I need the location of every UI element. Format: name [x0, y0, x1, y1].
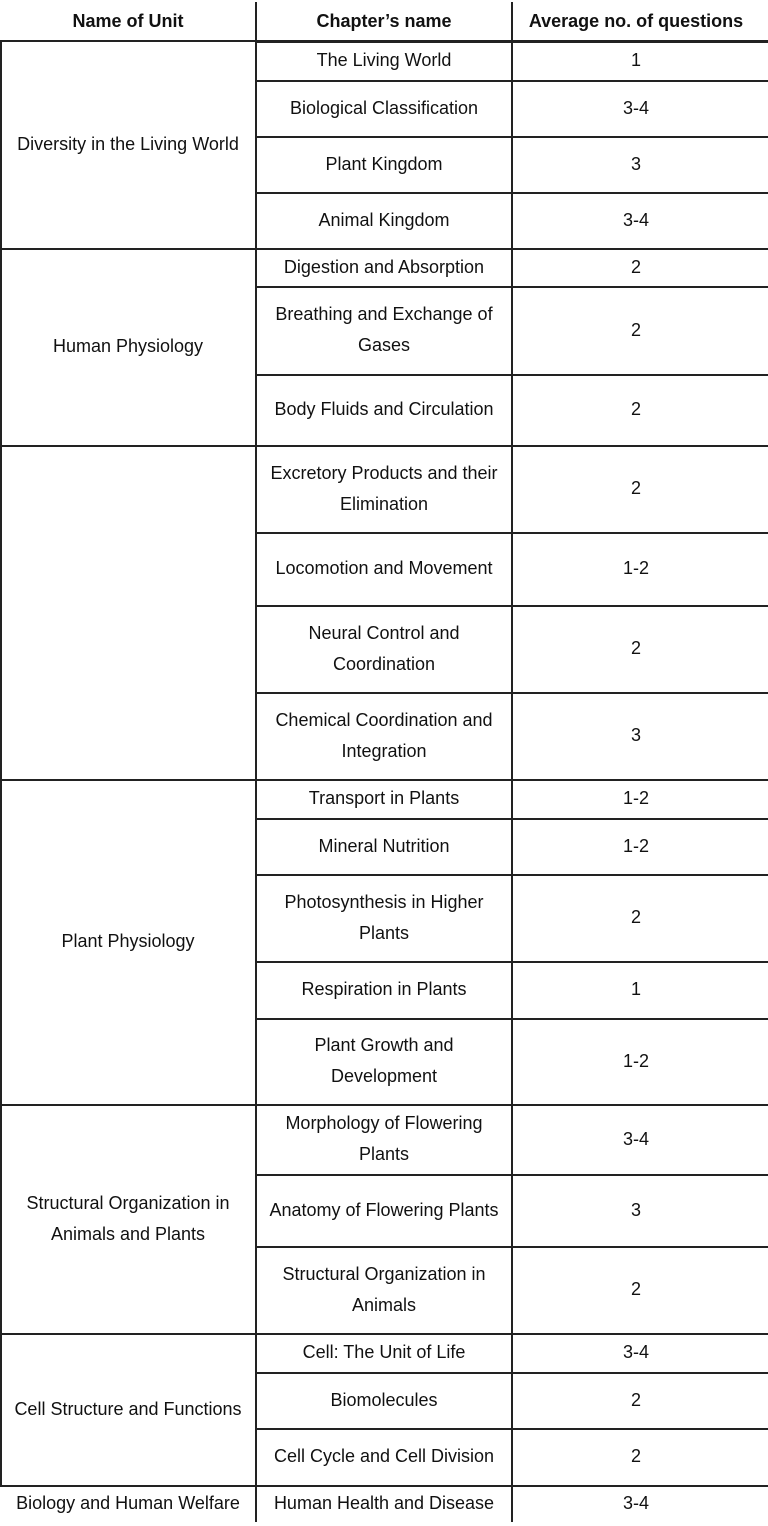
average-questions: 1-2: [622, 558, 649, 578]
chapter-name: Body Fluids and Circulation: [274, 399, 494, 419]
average-questions: 2: [630, 1389, 641, 1410]
unit-name: Structural Organization in Animals and Plants: [26, 1192, 230, 1244]
table-row: [0, 80, 768, 136]
table-row: [0, 41, 768, 80]
average-questions: 1: [630, 979, 641, 999]
table-row: [0, 874, 768, 961]
average-questions: 2: [630, 1279, 641, 1299]
header-average-questions: Average no. of questions: [528, 11, 744, 31]
unit-name: Human Physiology: [52, 336, 204, 356]
table-row: [0, 445, 768, 532]
chapter-name: Breathing and Exchange of Gases: [275, 304, 493, 355]
average-questions: 2: [630, 478, 641, 498]
chapter-name: Biological Classification: [289, 97, 479, 118]
table-row: [0, 1246, 768, 1333]
table-row: [0, 136, 768, 192]
chapter-name: Biomolecules: [330, 1389, 438, 1410]
average-questions: 2: [630, 907, 641, 927]
chapter-name: Locomotion and Movement: [275, 558, 493, 578]
chapter-name: Structural Organization in Animals: [282, 1263, 486, 1315]
chapter-name: Cell Cycle and Cell Division: [273, 1446, 495, 1466]
table-row: [0, 692, 768, 779]
chapter-name: Chemical Coordination and Integration: [275, 709, 493, 761]
table-row: [0, 1333, 768, 1372]
average-questions: 1-2: [622, 1050, 649, 1071]
chapter-name: Photosynthesis in Higher Plants: [284, 891, 484, 943]
table-row: [0, 248, 768, 286]
unit-name: Plant Physiology: [61, 931, 195, 951]
chapter-name: Anatomy of Flowering Plants: [269, 1199, 499, 1220]
table-row: [0, 1018, 768, 1104]
average-questions: 2: [630, 638, 641, 658]
header-chapter: Chapter’s name: [316, 11, 452, 31]
average-questions: 1-2: [622, 788, 649, 808]
average-questions: 3: [630, 1199, 641, 1220]
chapter-name: The Living World: [316, 50, 452, 70]
table-row: [0, 374, 768, 445]
chapter-name: Animal Kingdom: [318, 209, 450, 230]
chapter-name: Excretory Products and their Elimination: [270, 462, 498, 514]
average-questions: 1: [630, 50, 641, 70]
table-row: [0, 286, 768, 374]
table-row: [0, 818, 768, 874]
chapter-name: Respiration in Plants: [301, 979, 467, 999]
average-questions: 3-4: [622, 1342, 649, 1362]
average-questions: 3-4: [622, 97, 649, 118]
chapter-name: Cell: The Unit of Life: [302, 1342, 466, 1362]
average-questions: 3: [630, 153, 641, 174]
table-header-row: [0, 2, 768, 41]
average-questions: 1-2: [622, 835, 649, 856]
table-row: [0, 1104, 768, 1174]
chapter-name: Neural Control and Coordination: [308, 622, 460, 674]
table-row: [0, 1428, 768, 1485]
average-questions: 3-4: [622, 209, 649, 230]
table-row: [0, 1174, 768, 1246]
column-divider: [255, 2, 257, 1522]
chapter-name: Human Health and Disease: [273, 1493, 495, 1513]
average-questions: 2: [630, 256, 641, 277]
table-row: [0, 532, 768, 605]
chapter-name: Morphology of Flowering Plants: [285, 1113, 483, 1164]
table-row: [0, 1485, 768, 1522]
average-questions: 3-4: [622, 1493, 649, 1513]
unit-name: Biology and Human Welfare: [16, 1493, 240, 1513]
chapter-name: Digestion and Absorption: [283, 256, 485, 277]
header-unit: Name of Unit: [72, 11, 184, 31]
unit-name: Cell Structure and Functions: [14, 1398, 242, 1419]
average-questions: 3: [630, 725, 641, 745]
chapter-name: Mineral Nutrition: [318, 835, 450, 856]
column-divider: [0, 41, 2, 1485]
table-row: [0, 1372, 768, 1428]
chapter-name: Plant Kingdom: [325, 153, 443, 174]
table-row: [0, 605, 768, 692]
table-row: [0, 961, 768, 1018]
chapter-name: Transport in Plants: [308, 788, 460, 808]
column-divider: [511, 2, 513, 1522]
table-row: [0, 779, 768, 818]
chapter-name: Plant Growth and Development: [314, 1035, 454, 1086]
unit-name: Diversity in the Living World: [17, 134, 239, 154]
average-questions: 3-4: [622, 1128, 649, 1149]
table-row: [0, 192, 768, 248]
average-questions: 2: [630, 399, 641, 419]
average-questions: 2: [630, 319, 641, 340]
average-questions: 2: [630, 1446, 641, 1466]
